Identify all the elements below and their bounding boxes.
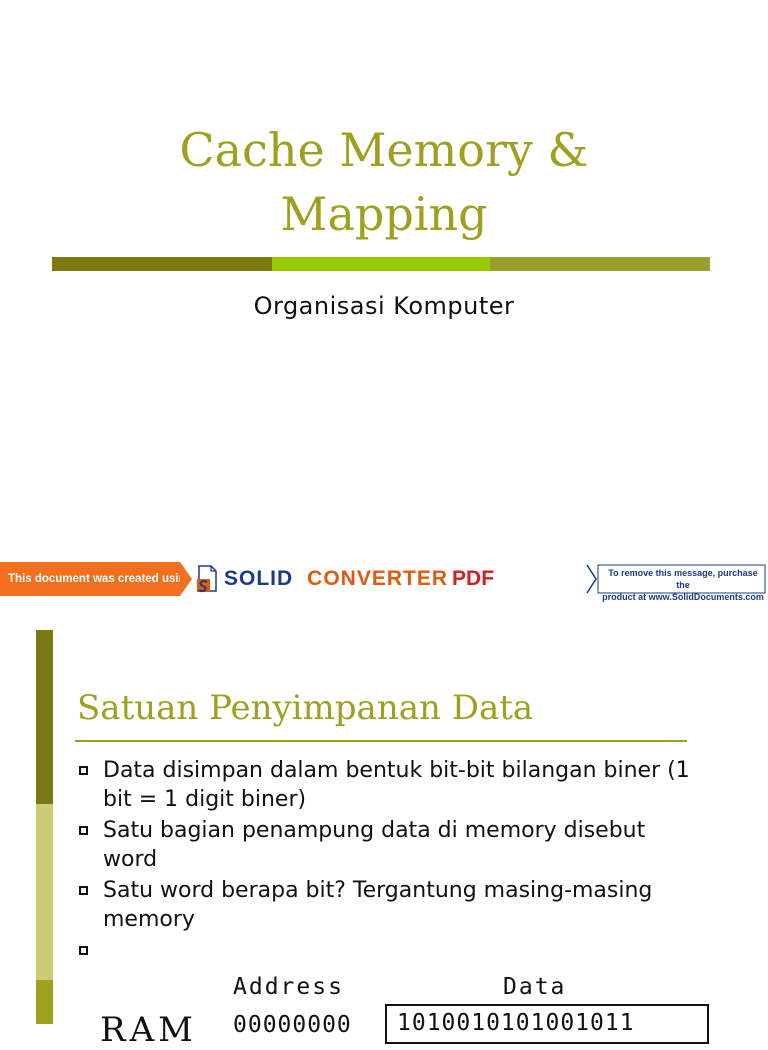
content-slide (0, 600, 768, 1050)
remove-message-text (602, 567, 764, 603)
data-header: Data (503, 974, 567, 1000)
slide-title (0, 118, 768, 246)
remove-message-line1: To remove this message, purchase the (608, 568, 758, 590)
side-bar-bottom (36, 980, 53, 1024)
banner-arrow-icon (180, 562, 192, 596)
bullet-text: Data disimpan dalam bentuk bit-bit bilangan biner (1 bit = 1 digit biner) (103, 758, 690, 812)
bullet-item-empty (78, 936, 698, 965)
bullet-item (78, 876, 698, 934)
slide-title-line2: Mapping (280, 187, 488, 241)
decor-bar-left (52, 257, 272, 271)
address-cell: 00000000 (233, 1012, 352, 1038)
banner-created-using: This document was created using (0, 562, 180, 596)
bullet-item (78, 756, 698, 814)
converter-banner[interactable] (0, 562, 768, 602)
brand-logo (224, 564, 494, 594)
square-bullet-icon (79, 886, 88, 895)
content-title: Satuan Penyimpanan Data (77, 688, 534, 728)
address-header: Address (233, 974, 344, 1000)
solid-document-icon (196, 565, 218, 593)
data-cell: 1010010101001011 (385, 1004, 709, 1044)
decor-bar-right (490, 257, 710, 271)
brand-solid: SOLID (224, 567, 294, 590)
square-bullet-icon (79, 766, 88, 775)
bullet-item (78, 816, 698, 874)
square-bullet-icon (79, 946, 88, 955)
bullet-list (78, 756, 698, 967)
remove-message-line2: product at www.SolidDocuments.com (602, 592, 764, 602)
brand-converter: CONVERTER (307, 567, 449, 590)
bullet-text: Satu bagian penampung data di memory disebut word (103, 818, 646, 872)
side-bar-top (36, 630, 53, 804)
brand-pdf: PDF (452, 567, 495, 590)
slide-title-line1: Cache Memory & (179, 123, 589, 177)
square-bullet-icon (79, 826, 88, 835)
decor-bar-middle (272, 257, 490, 271)
remove-message-link[interactable] (586, 564, 766, 602)
bullet-text: Satu word berapa bit? Tergantung masing-masing memory (103, 878, 653, 932)
ram-label: RAM (100, 1010, 197, 1050)
title-divider (75, 740, 687, 742)
side-bar-middle (36, 804, 53, 980)
slide-subtitle: Organisasi Komputer (253, 292, 515, 320)
